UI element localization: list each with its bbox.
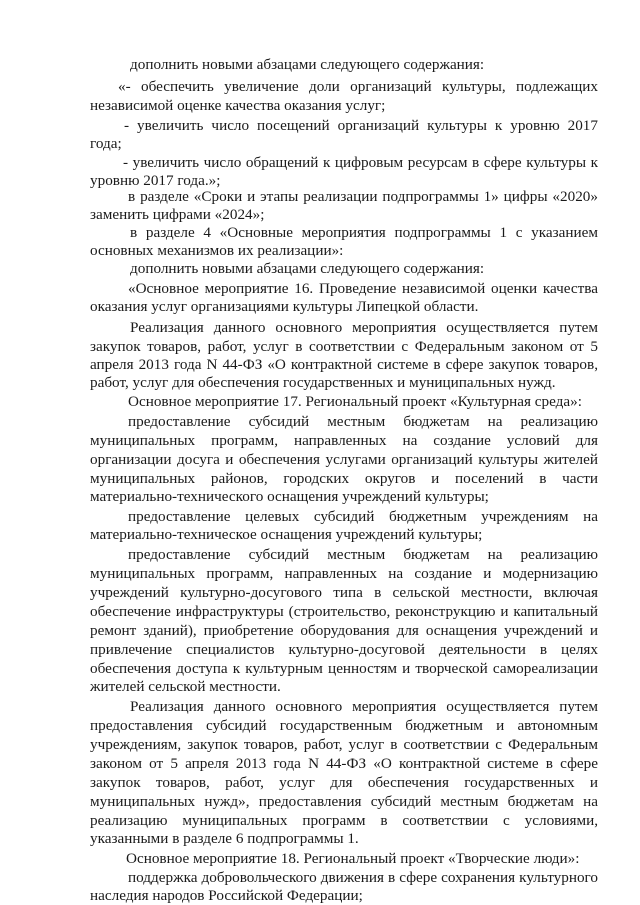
text-line: законом от 5 апреля 2013 года N 44-ФЗ «О контрактной системе в сфере: [90, 755, 598, 772]
text-line: Основное мероприятие 17. Региональный проект «Культурная среда»:: [128, 393, 582, 410]
text-line: дополнить новыми абзацами следующего содержания:: [130, 56, 485, 73]
text-line: ремонт зданий), приобретение оборудования для оснащения учреждений и: [90, 622, 598, 639]
text-line: закупок товаров, работ, услуг для обеспечения государственных и: [90, 774, 598, 791]
text-line: муниципальных районов, городских округов и поселений в части: [90, 470, 598, 487]
text-line: реализацию муниципальных программ в соответствии с условиями,: [90, 812, 598, 829]
text-line: года;: [90, 135, 122, 152]
text-line: предоставление субсидий местным бюджетам на реализацию: [128, 546, 598, 563]
text-line: апреля 2013 года N 44-ФЗ «О контрактной системе в сфере закупок товаров,: [90, 356, 598, 373]
text-line: жителей сельской местности.: [90, 678, 281, 695]
text-line: закупок товаров, работ, услуг в соответствии с Федеральным законом от 5: [90, 338, 598, 355]
text-line: учреждений культурно-досугового типа в сельской местности, включая: [90, 584, 598, 601]
text-line: в разделе «Сроки и этапы реализации подпрограммы 1» цифры «2020»: [128, 188, 598, 205]
text-line: наследия народов Российской Федерации;: [90, 887, 363, 904]
text-line: материально-техническое оснащения учреждений культуры;: [90, 526, 483, 543]
text-line: муниципальных программ, направленных на создание и модернизацию: [90, 565, 598, 582]
text-line: - увеличить число посещений организаций культуры к уровню 2017: [124, 117, 598, 134]
text-line: оказания услуг организациями культуры Липецкой области.: [90, 298, 479, 315]
text-line: Основное мероприятие 18. Региональный проект «Творческие люди»:: [126, 850, 580, 867]
text-line: учреждениям, закупок товаров, работ, услуг в соответствии с Федеральным: [90, 736, 598, 753]
text-line: материально-технического оснащения учреждений культуры;: [90, 488, 489, 505]
text-line: обеспечение инфраструктуры (строительство, реконструкцию и капитальный: [90, 603, 598, 620]
text-line: Реализация данного основного мероприятия осуществляется путем: [130, 698, 598, 715]
text-line: дополнить новыми абзацами следующего содержания:: [130, 260, 485, 277]
text-line: привлечение специалистов культурно-досуговой деятельности в целях: [90, 641, 598, 658]
text-line: предоставления субсидий государственным бюджетным и автономным: [90, 717, 598, 734]
text-line: организации досуга и обеспечения услугами организаций культуры жителей: [90, 451, 598, 468]
text-line: «- обеспечить увеличение доли организаций культуры, подлежащих: [118, 78, 598, 95]
text-line: основных механизмов их реализации»:: [90, 242, 344, 259]
text-line: Реализация данного основного мероприятия осуществляется путем: [130, 319, 598, 336]
text-line: независимой оценке качества оказания услуг;: [90, 97, 386, 114]
text-line: указанными в разделе 6 подпрограммы 1.: [90, 830, 359, 847]
text-line: предоставление целевых субсидий бюджетным учреждениям на: [128, 508, 598, 525]
text-line: муниципальных нужд», предоставления субсидий местным бюджетам на: [90, 793, 598, 810]
text-line: обеспечения доступа к культурным ценностям и творческой самореализации: [90, 660, 598, 677]
text-line: в разделе 4 «Основные мероприятия подпрограммы 1 с указанием: [130, 224, 598, 241]
text-line: уровню 2017 года.»;: [90, 172, 221, 189]
text-line: муниципальных программ, направленных на создание условий для: [90, 432, 598, 449]
text-line: поддержка добровольческого движения в сфере сохранения культурного: [128, 869, 598, 886]
text-line: «Основное мероприятие 16. Проведение независимой оценки качества: [128, 280, 598, 297]
text-line: - увеличить число обращений к цифровым ресурсам в сфере культуры к: [123, 154, 598, 171]
text-line: предоставление субсидий местным бюджетам на реализацию: [128, 413, 598, 430]
text-line: работ, услуг для обеспечения государственных и муниципальных нужд.: [90, 374, 556, 391]
text-line: заменить цифрами «2024»;: [90, 206, 265, 223]
